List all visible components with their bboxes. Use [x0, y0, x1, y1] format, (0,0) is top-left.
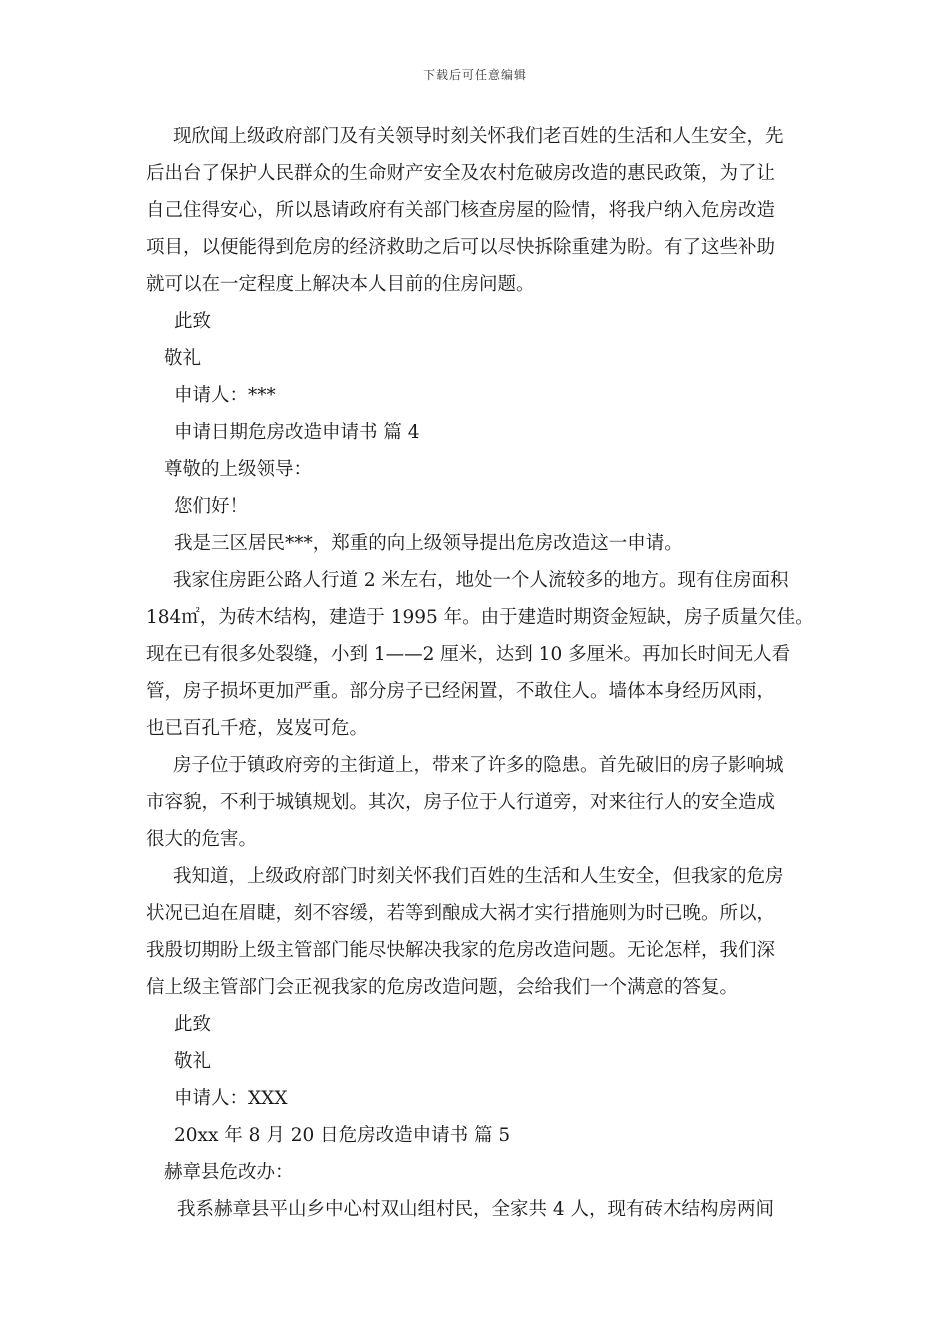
page-header-note: 下载后可任意编辑: [422, 68, 527, 82]
document-line: 尊敬的上级领导：: [164, 459, 313, 480]
document-line: 申请人：***: [174, 385, 276, 406]
document-line: 后出台了保护人民群众的生命财产安全及农村危破房改造的惠民政策，为了让: [146, 163, 776, 184]
document-line: 市容貌，不利于城镇规划。其次，房子位于人行道旁，对来往行人的安全造成: [146, 792, 776, 813]
document-line: 敬礼: [164, 348, 202, 369]
document-line: 赫章县危改办：: [164, 1162, 294, 1183]
document-line: 现欣闻上级政府部门及有关领导时刻关怀我们老百姓的生活和人生安全，先: [173, 126, 784, 147]
document-line: 管，房子损坏更加严重。部分房子已经闲置，不敢住人。墙体本身经历风雨，: [146, 681, 776, 702]
document-line: 20xx 年 8 月 20 日危房改造申请书 篇 5: [174, 1125, 511, 1146]
document-line: 我殷切期盼上级主管部门能尽快解决我家的危房改造问题。无论怎样，我们深: [146, 940, 776, 961]
document-line: 我知道，上级政府部门时刻关怀我们百姓的生活和人生安全，但我家的危房: [173, 866, 784, 887]
document-body: [146, 118, 814, 1228]
document-line: 您们好！: [174, 496, 249, 517]
document-line: 项目，以便能得到危房的经济救助之后可以尽快拆除重建为盼。有了这些补助: [146, 237, 776, 258]
document-line: 申请人：XXX: [174, 1088, 288, 1109]
document-line: 也已百孔千疮，岌岌可危。: [146, 718, 369, 739]
document-line: 房子位于镇政府旁的主街道上，带来了许多的隐患。首先破旧的房子影响城: [173, 755, 784, 776]
document-line: 我家住房距公路人行道 2 米左右，地处一个人流较多的地方。现有住房面积: [173, 570, 789, 591]
document-line: 现在已有很多处裂缝，小到 1——2 厘米，达到 10 多厘米。再加长时间无人看: [146, 644, 791, 665]
document-line: 信上级主管部门会正视我家的危房改造问题，会给我们一个满意的答复。: [146, 977, 739, 998]
document-line: 就可以在一定程度上解决本人目前的住房问题。: [146, 274, 535, 295]
document-line: 敬礼: [174, 1051, 212, 1072]
document-line: 此致: [174, 1014, 212, 1035]
document-line: 自己住得安心，所以恳请政府有关部门核查房屋的险情，将我户纳入危房改造: [146, 200, 776, 221]
document-line: 此致: [174, 311, 212, 332]
document-line: 很大的危害。: [146, 829, 258, 850]
document-line: 状况已迫在眉睫，刻不容缓，若等到酿成大祸才实行措施则为时已晚。所以，: [146, 903, 776, 924]
document-line: 我是三区居民***，郑重的向上级领导提出危房改造这一申请。: [174, 533, 683, 554]
document-line: 我系赫章县平山乡中心村双山组村民，全家共 4 人，现有砖木结构房两间: [177, 1199, 775, 1220]
document-line: 申请日期危房改造申请书 篇 4: [174, 422, 420, 443]
document-line: 184㎡，为砖木结构，建造于 1995 年。由于建造时期资金短缺，房子质量欠佳。: [146, 607, 814, 628]
